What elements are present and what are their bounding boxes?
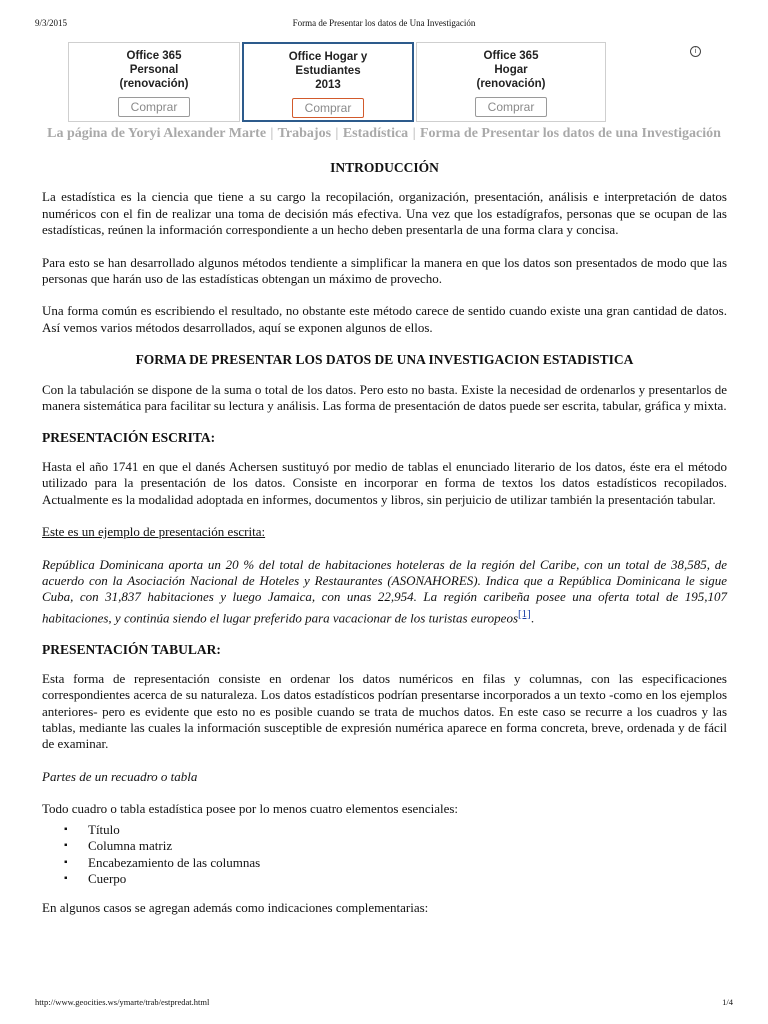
ad-card-label: [417, 49, 605, 91]
ad-label-line: Office 365: [483, 50, 539, 62]
breadcrumb-separator: |: [412, 126, 416, 141]
breadcrumb-current-page[interactable]: Forma de Presentar los datos de una Investigación: [420, 126, 721, 141]
breadcrumb-separator: |: [335, 126, 339, 141]
table-parts-label: Partes de un recuadro o tabla: [42, 768, 198, 784]
ad-label-line: Office 365: [126, 50, 182, 62]
footnote-sup: [518, 608, 531, 620]
paragraph: Para esto se han desarrollado algunos métodos tendiente a simplificar la manera en que los datos son presentados de modo que las personas que harán uso de las estadísticas obtengan un máximo de provecho.: [42, 254, 727, 287]
office-ad-banner: [68, 42, 676, 122]
page-number: 1/4: [722, 997, 733, 1007]
breadcrumb: [40, 126, 728, 142]
list-item: ▪ Columna matriz: [64, 838, 727, 855]
print-footer: [35, 997, 733, 1009]
section-heading-written: PRESENTACIÓN ESCRITA:: [42, 430, 216, 446]
ad-card-label: [244, 50, 412, 92]
buy-button[interactable]: Comprar: [475, 97, 547, 117]
list-item: ▪ Encabezamiento de las columnas: [64, 855, 727, 872]
footnote-link[interactable]: [1]: [518, 607, 531, 620]
example-label: [42, 524, 727, 540]
ad-card-label: [69, 49, 239, 91]
paragraph: Todo cuadro o tabla estadística posee por lo menos cuatro elementos esenciales:: [42, 801, 459, 817]
breadcrumb-estadistica-link[interactable]: Estadística: [342, 126, 409, 141]
table-parts-list: [64, 822, 727, 888]
ad-label-line: (renovación): [476, 78, 546, 90]
print-url: http://www.geocities.ws/ymarte/trab/estpredat.html: [35, 997, 210, 1007]
ad-card-office-hogar-estudiantes[interactable]: [242, 42, 414, 122]
ad-info-icon[interactable]: i: [690, 46, 701, 57]
buy-button[interactable]: Comprar: [118, 97, 190, 117]
paragraph: La estadística es la ciencia que tiene a su cargo la recopilación, organización, presentación, análisis e interpretación de datos numéricos con el fin de realizar una toma de decisión más efectiva. Una vez que los estadígrafos, personas que se ocupan de las estadísticas, reúnen la información correspondiente a un hecho deben presentarla de una forma clara y concisa.: [42, 189, 727, 238]
section-heading-tabular: PRESENTACIÓN TABULAR:: [42, 642, 221, 658]
example-label-text: Este es un ejemplo de presentación escrita:: [42, 524, 266, 540]
breadcrumb-separator: |: [270, 126, 274, 141]
ad-label-line: Office Hogar y: [288, 51, 368, 63]
ad-label-line: Personal: [129, 64, 179, 76]
paragraph: En algunos casos se agregan además como indicaciones complementarias:: [42, 900, 429, 916]
buy-button[interactable]: Comprar: [292, 98, 364, 118]
ad-label-line: Estudiantes: [295, 65, 361, 77]
paragraph: Una forma común es escribiendo el resultado, no obstante este método carece de sentido cuando existe una gran cantidad de datos. Así vemos varios métodos desarrollados, aquí se exponen algunos de ellos.: [42, 303, 727, 335]
article-content: [42, 160, 727, 932]
ad-label-line: (renovación): [119, 78, 189, 90]
list-item: ▪ Cuerpo: [64, 871, 727, 888]
example-text: República Dominicana aporta un 20 % del total de habitaciones hoteleras de la región del Caribe, con un total de 38,585, de acuerdo con la Asociación Nacional de Hoteles y Restaurantes (ASONAHORES). Indica que a República Dominicana le sigue Cuba, con 31,837 habitaciones y luego Jamaica, con unas 22,954. La región caribeña posee una oferta total de 195,107 habitaciones, y continúa siendo el lugar preferido para vacacionar de los turistas europeos: [42, 556, 727, 626]
paragraph: Hasta el año 1741 en que el danés Achersen sustituyó por medio de tablas el enunciado literario de los datos, éste era el método utilizado para la presentación de los datos. Consiste en incorporar en forma de textos los datos estadísticos recopilados. Actualmente es la modalidad adoptada en informes, documentos y libros, sin perjuicio de utilizar también la presentación tabular.: [42, 458, 727, 507]
breadcrumb-trabajos-link[interactable]: Trabajos: [277, 126, 332, 141]
paragraph: Con la tabulación se dispone de la suma o total de los datos. Pero esto no basta. Existe la necesidad de ordenarlos y presentarlos de manera sistemática para facilitar su lectura y análisis. Las forma de presentación de datos puede ser escrita, tabular, gráfica y mixta.: [42, 381, 727, 414]
ad-label-line: 2013: [315, 79, 341, 91]
paragraph: Esta forma de representación consiste en ordenar los datos numéricos en filas y columnas, con las especificaciones correspondientes acerca de su naturaleza. Los datos estadísticos podrían presentarse incorporados a un texto -como en los ejemplos anteriores- pero es evidente que esto no es posible cuando se trata de muchos datos. En este caso se recurre a los cuadros y las tablas, mediante las cuales la información susceptible de expresión numérica aparece en forma concreta, breve, ordenada y de fácil de examinar.: [42, 670, 727, 752]
print-date: 9/3/2015: [35, 18, 68, 28]
print-header: [35, 18, 733, 32]
example-paragraph: [42, 557, 727, 627]
print-page-title: Forma de Presentar los datos de Una Investigación: [292, 18, 476, 28]
ad-card-office-365-personal[interactable]: [68, 42, 240, 122]
ad-label-line: Hogar: [494, 64, 528, 76]
list-item: ▪ Título: [64, 822, 727, 839]
introduction-heading: INTRODUCCIÓN: [330, 160, 439, 175]
example-end-period: .: [530, 610, 535, 626]
section-heading-forms: FORMA DE PRESENTAR LOS DATOS DE UNA INVESTIGACION ESTADISTICA: [135, 352, 634, 368]
breadcrumb-home-link[interactable]: La página de Yoryi Alexander Marte: [47, 126, 267, 141]
ad-card-office-365-hogar[interactable]: [416, 42, 606, 122]
